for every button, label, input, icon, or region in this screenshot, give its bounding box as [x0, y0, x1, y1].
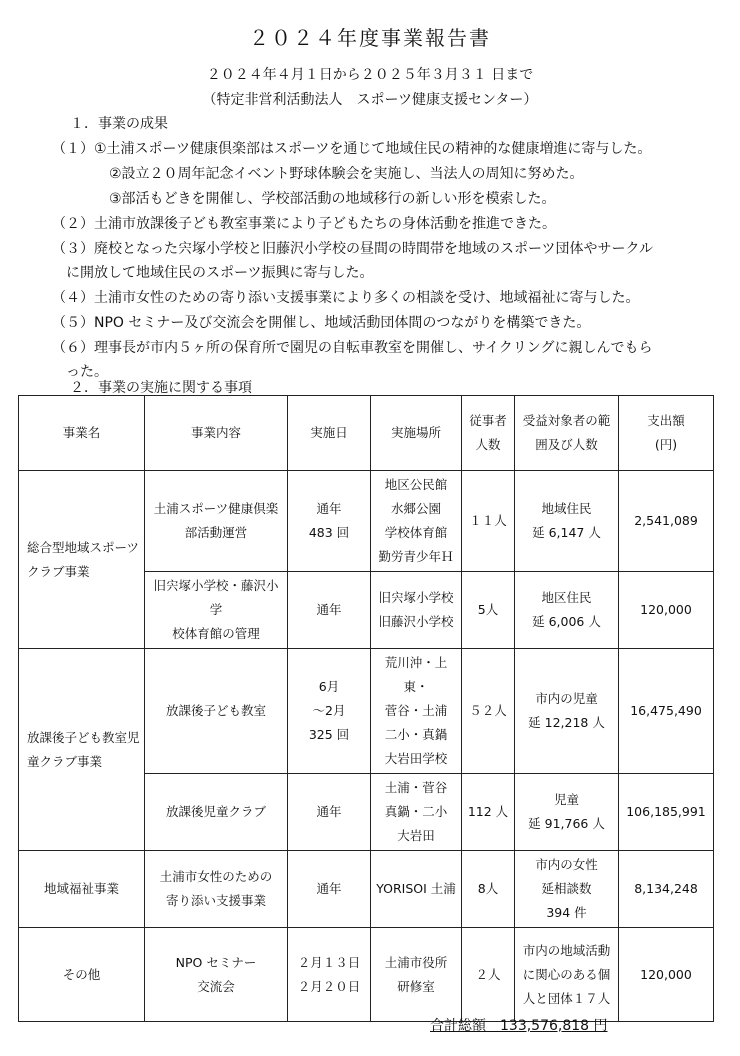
staff-count: １１人	[462, 471, 515, 572]
project-place: 旧宍塚小学校 旧藤沢小学校	[371, 572, 462, 649]
project-date: 通年 483 回	[288, 471, 371, 572]
project-place: YORISOI 土浦	[371, 851, 462, 928]
table-header-row	[19, 396, 714, 471]
project-date: 通年	[288, 572, 371, 649]
project-date: ２月１３日 ２月２０日	[288, 928, 371, 1022]
project-date: 通年	[288, 774, 371, 851]
report-period: ２０２４年４月１日から２０２５年３月３１ 日まで	[206, 67, 534, 83]
result-line: に開放して地域住民のスポーツ振興に寄与した。	[66, 265, 374, 281]
beneficiaries: 市内の女性 延相談数 394 件	[515, 851, 619, 928]
result-line: った。	[66, 364, 108, 380]
result-line: （５）NPO セミナー及び交流会を開催し、地域活動団体間のつながりを構築できた。	[52, 315, 591, 331]
table-row	[19, 851, 714, 928]
project-place: 地区公民館 水郷公園 学校体育館 勤労青少年Ｈ	[371, 471, 462, 572]
header-beneficiaries: 受益対象者の範 囲及び人数	[515, 396, 619, 471]
expense-amount: 120,000	[619, 928, 714, 1022]
result-line: （２）土浦市放課後子ども教室事業により子どもたちの身体活動を推進できた。	[52, 216, 556, 232]
beneficiaries: 地域住民 延 6,147 人	[515, 471, 619, 572]
staff-count: ２人	[462, 928, 515, 1022]
header-date: 実施日	[288, 396, 371, 471]
result-line: （６）理事長が市内５ヶ所の保育所で園児の自転車教室を開催し、サイクリングに親しんでもら	[52, 340, 653, 356]
result-line: ②設立２０周年記念イベント野球体験会を実施し、当法人の周知に努めた。	[109, 166, 584, 182]
project-name: 地域福祉事業	[19, 851, 145, 928]
header-expense: 支出額 (円)	[619, 396, 714, 471]
project-name: その他	[19, 928, 145, 1022]
project-content: 土浦スポーツ健康倶楽 部活動運営	[145, 471, 288, 572]
project-date: 通年	[288, 851, 371, 928]
staff-count: ５２人	[462, 649, 515, 774]
project-content: 土浦市女性のための 寄り添い支援事業	[145, 851, 288, 928]
beneficiaries: 児童 延 91,766 人	[515, 774, 619, 851]
table-row	[19, 471, 714, 572]
project-name: 放課後子ども教室児 童クラブ事業	[19, 649, 145, 851]
beneficiaries: 地区住民 延 6,006 人	[515, 572, 619, 649]
project-content: NPO セミナー 交流会	[145, 928, 288, 1022]
result-line: （３）廃校となった宍塚小学校と旧藤沢小学校の昼間の時間帯を地域のスポーツ団体やサークル	[52, 241, 654, 257]
table-row	[19, 649, 714, 774]
project-place: 荒川沖・上東・ 菅谷・土浦 二小・真鍋 大岩田学校	[371, 649, 462, 774]
project-date: 6月 ～2月 325 回	[288, 649, 371, 774]
header-staff-count: 従事者 人数	[462, 396, 515, 471]
result-line: ③部活もどきを開催し、学校部活動の地域移行の新しい形を模索した。	[109, 191, 556, 207]
result-line: （４）土浦市女性のための寄り添い支援事業により多くの相談を受け、地域福祉に寄与した。	[52, 290, 640, 306]
expense-amount: 2,541,089	[619, 471, 714, 572]
staff-count: 112 人	[462, 774, 515, 851]
section2-heading: ２．事業の実施に関する事項	[70, 380, 252, 396]
table-row	[19, 928, 714, 1022]
document-title: ２０２４年度事業報告書	[249, 26, 491, 50]
header-project-name: 事業名	[19, 396, 145, 471]
organization-name: （特定非営利活動法人 スポーツ健康支援センター）	[202, 92, 538, 108]
project-place: 土浦市役所 研修室	[371, 928, 462, 1022]
expense-amount: 8,134,248	[619, 851, 714, 928]
section1-heading: １．事業の成果	[70, 116, 168, 132]
beneficiaries: 市内の地域活動 に関心のある個 人と団体１７人	[515, 928, 619, 1022]
total-amount: 合計総額 133,576,818 円	[430, 1018, 608, 1034]
expense-amount: 106,185,991	[619, 774, 714, 851]
header-project-content: 事業内容	[145, 396, 288, 471]
header-place: 実施場所	[371, 396, 462, 471]
expense-amount: 16,475,490	[619, 649, 714, 774]
project-content: 放課後児童クラブ	[145, 774, 288, 851]
result-line: （１）①土浦スポーツ健康倶楽部はスポーツを通じて地域住民の精神的な健康増進に寄与した。	[52, 141, 652, 157]
staff-count: 5人	[462, 572, 515, 649]
project-content: 旧宍塚小学校・藤沢小学 校体育館の管理	[145, 572, 288, 649]
project-name: 総合型地域スポーツ クラブ事業	[19, 471, 145, 649]
beneficiaries: 市内の児童 延 12,218 人	[515, 649, 619, 774]
project-table	[18, 395, 714, 1022]
project-place: 土浦・菅谷 真鍋・二小 大岩田	[371, 774, 462, 851]
expense-amount: 120,000	[619, 572, 714, 649]
staff-count: 8人	[462, 851, 515, 928]
project-content: 放課後子ども教室	[145, 649, 288, 774]
